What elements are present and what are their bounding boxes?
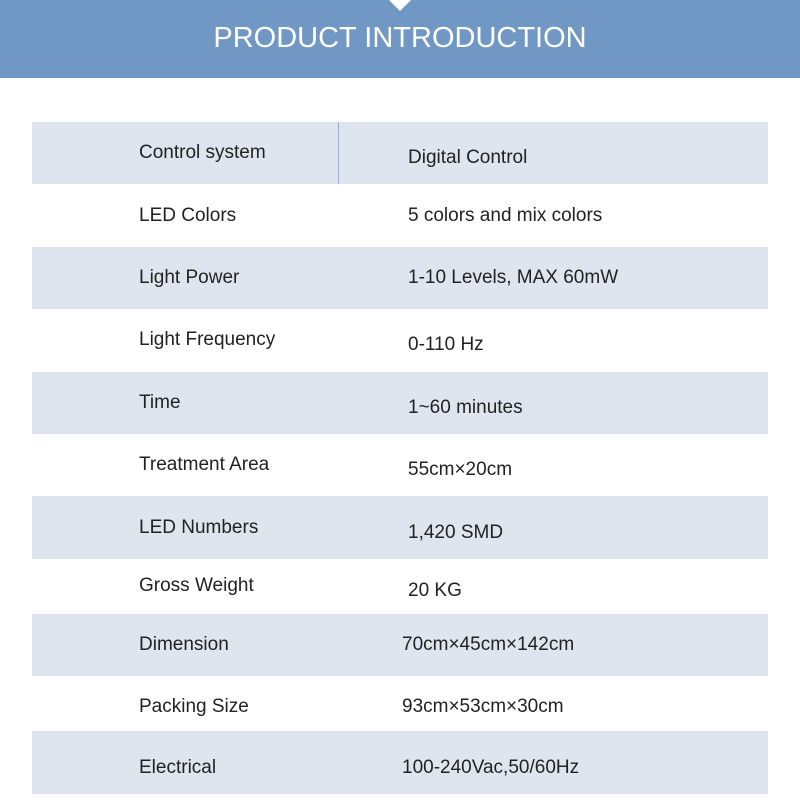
spec-value: 55cm×20cm [408, 459, 513, 481]
spec-label: Control system [139, 142, 266, 164]
spec-value: Digital Control [408, 147, 528, 169]
spec-label: Dimension [139, 633, 229, 655]
spec-label: LED Colors [139, 204, 237, 226]
spec-row-dimension [32, 614, 768, 676]
spec-row-light-power [32, 247, 768, 309]
spec-label: Gross Weight [139, 575, 254, 597]
spec-label: Time [139, 391, 181, 413]
spec-value: 70cm×45cm×142cm [402, 633, 575, 655]
spec-value: 0-110 Hz [408, 334, 484, 356]
spec-value: 1,420 SMD [408, 521, 504, 543]
spec-value: 93cm×53cm×30cm [402, 695, 564, 717]
spec-row-led-numbers [32, 496, 768, 558]
spec-value: 100-240Vac,50/60Hz [402, 757, 580, 779]
spec-value: 20 KG [408, 580, 462, 602]
spec-label: Light Frequency [139, 329, 276, 351]
down-arrow-notch-icon [389, 0, 411, 11]
spec-row-led-colors [32, 184, 768, 246]
spec-label: LED Numbers [139, 516, 259, 538]
spec-row-gross-weight [32, 559, 768, 614]
spec-value: 5 colors and mix colors [408, 204, 603, 226]
spec-row-control-system [32, 122, 768, 184]
spec-label: Treatment Area [139, 454, 270, 476]
spec-value: 1~60 minutes [408, 396, 523, 418]
spec-row-light-frequency [32, 309, 768, 371]
spec-row-time [32, 372, 768, 434]
spec-table [32, 122, 768, 794]
header-banner [0, 0, 800, 78]
spec-label: Light Power [139, 266, 240, 288]
spec-row-treatment-area [32, 434, 768, 496]
spec-row-packing-size [32, 676, 768, 731]
spec-value: 1-10 Levels, MAX 60mW [408, 266, 619, 288]
column-divider [338, 122, 339, 184]
spec-label: Packing Size [139, 695, 249, 717]
spec-label: Electrical [139, 757, 217, 779]
page-title: PRODUCT INTRODUCTION [213, 22, 587, 54]
spec-row-electrical [32, 731, 768, 793]
